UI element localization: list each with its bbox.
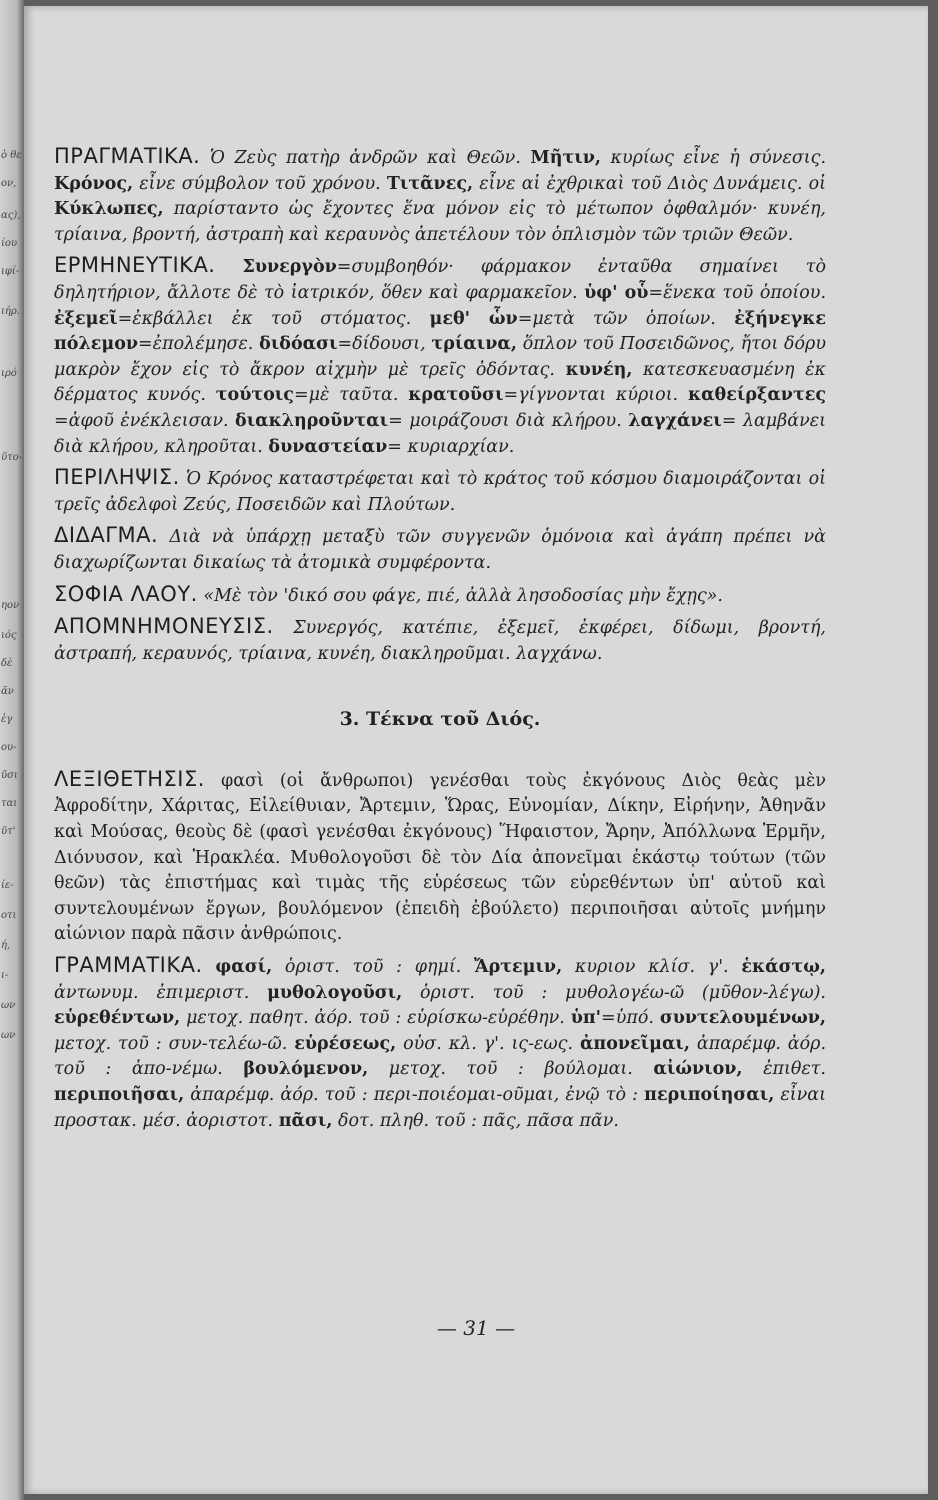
term: Κύκλωπες, bbox=[54, 199, 164, 220]
term: αἰώνιον, bbox=[653, 1059, 743, 1080]
text: κατεσκευασμένη ἐκ δέρματος κυνός. bbox=[54, 359, 826, 406]
term: ἐξήνεγκε πόλεμον bbox=[54, 308, 827, 355]
fragment: ᾶν bbox=[1, 686, 14, 697]
text: ὁριστ. τοῦ : φημί. bbox=[272, 957, 475, 978]
text: = κυριαρχίαν. bbox=[387, 436, 515, 457]
text: μετοχ. τοῦ : συν-τελέω-ῶ. bbox=[54, 1033, 295, 1054]
page-number: — 31 — bbox=[436, 1316, 516, 1340]
fragment: ων bbox=[1, 1030, 16, 1041]
text: =συμβοηθόν· φάρμακον ἐνταῦθα σημαίνει τὸ δηλητήριον, ἄλλοτε δὲ τὸ ἰατρικόν, ὅθεν καὶ φαρμακεῖον. bbox=[54, 257, 826, 303]
term: συντελουμένων, bbox=[659, 1008, 826, 1029]
text: ἀπαρέμφ. ἀόρ. τοῦ : ἀπο-νέμω. bbox=[54, 1033, 827, 1080]
text: ὅπλον τοῦ Ποσειδῶνος, ἤτοι δόρυ μακρὸν ἔχον εἰς τὸ ἄκρον αἰχμὴν μὲ τρεῖς ὀδόντας. bbox=[54, 334, 826, 380]
section-heading: ΠΕΡΙΛΗΨΙΣ. bbox=[54, 465, 180, 490]
fragment: ιός bbox=[1, 630, 17, 641]
text: φασὶ (οἱ ἄνθρωποι) γενέσθαι τοὺς ἐκγόνους Διὸς θεὰς μὲν Ἀφροδίτην, Χάριτας, Εἰλείθυιαν, Ἄρτεμιν, Ὥρας, Εὐνομίαν, Δίκην, Εἰρήνην, Ἀθηνᾶν καὶ Μούσας, θεοὺς δὲ (φασὶ γενέσθαι ἐκγόνους) Ἥφαιστον, Ἄρην, Ἀπόλλωνα Ἑρμῆν, Διόνυσον, καὶ Ἡρακλέα. Μυθολογοῦσι δὲ τὸν Δία ἀπονεῖμαι ἑκάστῳ τούτων (τῶν θεῶν) τὰς ἐπιστήμας καὶ τιμὰς τῆς εὑρέσεως τῶν εὑρεθέντων ὑπ' αὐτοῦ καὶ συντελουμένων ἔργων, βουλόμενον (ἐπειδὴ ἐβούλετο) περιποιῆσαι αὐτοῖς μνήμην αἰώνιον παρὰ πᾶσιν ἀνθρώποις. bbox=[54, 770, 826, 945]
term: Κρόνος, bbox=[54, 173, 134, 194]
text: =γίγνονται κύριοι. bbox=[503, 385, 688, 406]
term: δυναστείαν bbox=[268, 436, 388, 457]
page-content bbox=[54, 144, 826, 1139]
fragment: ων bbox=[1, 1000, 16, 1011]
fragment: δὲ bbox=[1, 658, 13, 669]
term: ὑφ' οὗ bbox=[584, 282, 649, 303]
fragment: ιήρ. bbox=[1, 306, 20, 317]
term: κρατοῦσι bbox=[408, 385, 504, 406]
term: περιποίησαι, bbox=[644, 1085, 775, 1105]
text: ἀπαρέμφ. ἀόρ. τοῦ : περι-ποιέομαι-οῦμαι, ἐνῷ τὸ : bbox=[184, 1085, 645, 1105]
text: παρίσταντο ὡς ἔχοντες ἕνα μόνον εἰς τὸ μέτωπον ὀφθαλμόν· κυνέη, τρίαινα, βροντή, ἀστραπὴ καὶ κεραυνὸς ἀπετέλουν τὸν ὁπλισμὸν τῶν τριῶν Θεῶν. bbox=[54, 199, 826, 245]
text: ἀντωνυμ. ἐπιμεριστ. bbox=[54, 982, 268, 1003]
fragment: ας), bbox=[1, 210, 21, 221]
section-sofia-laou bbox=[54, 582, 826, 610]
section-grammatika bbox=[54, 953, 826, 1134]
fragment: ῦτ' bbox=[1, 826, 16, 837]
fragment: ι- bbox=[1, 970, 9, 981]
text: Ὁ Κρόνος καταστρέφεται καὶ τὸ κράτος τοῦ κόσμου διαμοιράζονται οἱ τρεῖς ἀδελφοὶ Ζεύς, Ποσειδῶν καὶ Πλούτων. bbox=[54, 469, 826, 515]
fragment: οτι bbox=[1, 910, 17, 921]
section-heading: ΕΡΜΗΝΕΥΤΙΚΑ. bbox=[54, 253, 216, 278]
section-perilipsis bbox=[54, 465, 826, 518]
fragment: ίου bbox=[1, 238, 18, 249]
text: =ἐπολέμησε. bbox=[138, 334, 260, 355]
term: κυνέη, bbox=[565, 359, 633, 380]
text: = λαμβάνει διὰ κλήρου, κληροῦται. bbox=[54, 410, 826, 457]
term: ἐξεμεῖ bbox=[54, 308, 118, 329]
text: «Μὲ τὸν 'δικό σου φάγε, πιέ, ἀλλὰ λησοδοσίας μὴν ἔχῃς». bbox=[197, 585, 723, 606]
section-didagma bbox=[54, 523, 826, 576]
fragment: ιρό bbox=[1, 368, 17, 379]
term: τούτοις bbox=[215, 385, 294, 406]
text: =ἐκβάλλει ἐκ τοῦ στόματος. bbox=[117, 308, 430, 329]
section-apomnimoneusis bbox=[54, 614, 826, 667]
term: διακληροῦνται bbox=[235, 410, 389, 431]
term: ἀπονεῖμαι, bbox=[579, 1033, 690, 1054]
term: εὑρέσεως, bbox=[294, 1033, 397, 1054]
term: Τιτᾶνες, bbox=[386, 173, 474, 194]
fragment: ῦτο- bbox=[1, 452, 23, 463]
section-lexithetisis bbox=[54, 767, 826, 948]
text: =μετὰ τῶν ὁποίων. bbox=[517, 308, 735, 329]
fragment: ιφί- bbox=[1, 266, 20, 277]
text: μετοχ. παθητ. ἀόρ. τοῦ : εὑρίσκω-εὑρέθην. bbox=[180, 1008, 571, 1029]
section-heading: ΓΡΑΜΜΑΤΙΚΑ. bbox=[54, 953, 203, 978]
text: =μὲ ταῦτα. bbox=[293, 385, 409, 406]
fragment: ηον bbox=[1, 600, 20, 611]
term: καθείρξαντες bbox=[687, 385, 827, 406]
text: εἶναι προστακ. μέσ. ἀοριστοτ. bbox=[54, 1085, 826, 1131]
term: Μῆτιν, bbox=[530, 148, 601, 168]
text: =ἀφοῦ ἐνέκλεισαν. bbox=[54, 410, 236, 431]
text: Διὰ νὰ ὑπάρχῃ μεταξὺ τῶν συγγενῶν ὁμόνοια καὶ ἀγάπη πρέπει νὰ διαχωρίζωνται δικαίως τὰ ἀτομικὰ συμφέροντα. bbox=[54, 527, 826, 573]
book-page bbox=[24, 6, 928, 1494]
term: εὑρεθέντων, bbox=[54, 1008, 181, 1029]
term: μυθολογοῦσι, bbox=[267, 982, 403, 1003]
text: = μοιράζουσι διὰ κλήρου. bbox=[388, 410, 629, 431]
text: εἶνε σύμβολον τοῦ χρόνου. bbox=[133, 173, 387, 194]
section-pragmatika bbox=[54, 144, 826, 248]
fragment: ἐγ bbox=[1, 714, 13, 725]
text: οὐσ. κλ. γ'. ις-εως. bbox=[396, 1033, 580, 1054]
text: =ἕνεκα τοῦ ὁποίου. bbox=[648, 282, 827, 303]
fragment: ου- bbox=[1, 742, 17, 753]
text: =δίδουσι, bbox=[337, 334, 432, 355]
section-heading: ΑΠΟΜΝΗΜΟΝΕΥΣΙΣ. bbox=[54, 614, 274, 639]
fragment: ον, bbox=[1, 178, 17, 189]
term: ἑκάστῳ, bbox=[741, 957, 826, 978]
text: Ὁ Ζεὺς πατὴρ ἀνδρῶν καὶ Θεῶν. bbox=[200, 148, 531, 168]
term: Συνεργὸν bbox=[242, 257, 337, 278]
text: Συνεργός, κατέπιε, ἐξεμεῖ, ἐκφέρει, δίδωμι, βροντή, ἀστραπή, κεραυνός, τρίαινα, κυνέη, διακληροῦμαι. λαγχάνω. bbox=[54, 618, 826, 664]
text: ἐπιθετ. bbox=[742, 1059, 826, 1080]
adjacent-page-edge bbox=[0, 0, 24, 1500]
section-heading: ΠΡΑΓΜΑΤΙΚΑ. bbox=[54, 144, 201, 168]
term: περιποιῆσαι, bbox=[54, 1085, 185, 1105]
section-ermineftika bbox=[54, 253, 826, 460]
fragment: ται bbox=[1, 798, 18, 809]
term: φασί, bbox=[215, 957, 273, 978]
fragment: ή, bbox=[1, 940, 11, 951]
term: μεθ' ὧν bbox=[429, 308, 518, 329]
fragment: ὁ θε bbox=[1, 150, 22, 161]
text: κυρίως εἶνε ἡ σύνεσις. bbox=[601, 148, 827, 168]
text: εἶνε αἱ ἐχθρικαὶ τοῦ Διὸς Δυνάμεις. οἱ bbox=[473, 173, 826, 194]
section-heading: ΣΟΦΙΑ ΛΑΟΥ. bbox=[54, 581, 198, 606]
text: δοτ. πληθ. τοῦ : πᾶς, πᾶσα πᾶν. bbox=[332, 1110, 619, 1131]
term: Ἄρτεμιν, bbox=[474, 957, 563, 978]
chapter-title: 3. Τέκνα τοῦ Διός. bbox=[339, 708, 541, 731]
section-heading: ΛΕΞΙΘΕΤΗΣΙΣ. bbox=[54, 766, 205, 791]
term: βουλόμενον, bbox=[243, 1059, 369, 1080]
fragment: ῦσι bbox=[1, 770, 18, 781]
fragment: ίε- bbox=[1, 880, 14, 891]
term: διδόασι bbox=[259, 334, 338, 355]
section-heading: ΔΙΔΑΓΜΑ. bbox=[54, 523, 159, 548]
text: =ὑπό. bbox=[601, 1008, 660, 1029]
term: λαγχάνει bbox=[628, 410, 722, 431]
text: ὁριστ. τοῦ : μυθολογέω-ῶ (μῦθον-λέγω). bbox=[402, 982, 826, 1003]
term: ὑπ' bbox=[570, 1008, 602, 1029]
text: μετοχ. τοῦ : βούλομαι. bbox=[368, 1059, 654, 1080]
text: κυριον κλίσ. γ'. bbox=[562, 957, 742, 978]
term: τρίαινα, bbox=[431, 334, 517, 355]
term: πᾶσι, bbox=[278, 1110, 333, 1131]
